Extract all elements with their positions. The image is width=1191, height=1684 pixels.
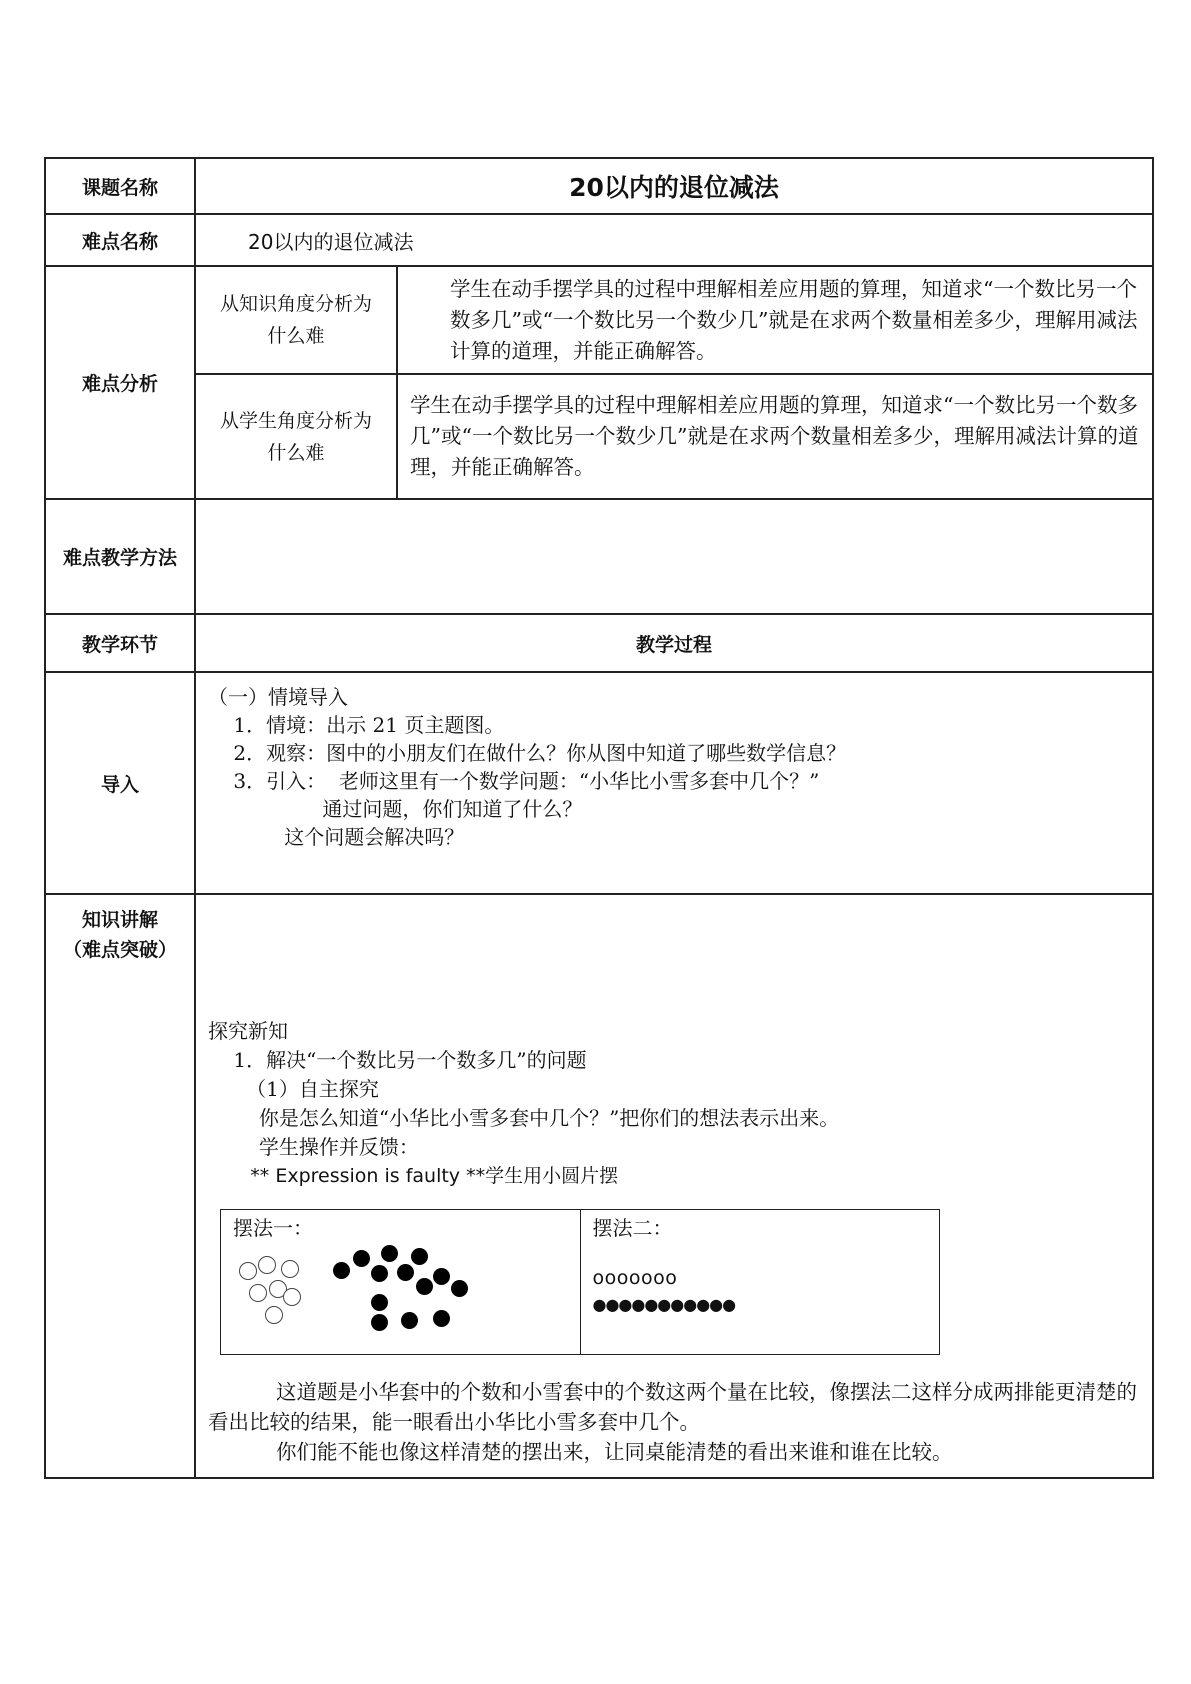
filled-circle (411, 1248, 428, 1265)
teaching-process-label: 教学过程 (195, 614, 1153, 672)
knowledge-line: 1．解决“一个数比另一个数多几”的问题 (208, 1048, 587, 1072)
knowledge-angle-text: 学生在动手摆学具的过程中理解相差应用题的算理，知道求“一个数比另一个数多几”或“一个数比另一个数少几”就是在求两个数量相差多少，理解用减法计算的道理，并能正确解答。 (450, 276, 1138, 363)
student-angle-text: 学生在动手摆学具的过程中理解相差应用题的算理，知道求“一个数比另一个数多几”或“一个数比另一个数少几”就是在求两个数量相差多少，理解用减法计算的道理，并能正确解答。 (410, 393, 1139, 479)
difficulty-analysis-cell (195, 266, 1153, 499)
filled-circle-row: ●●●●●●●●●●● (592, 1295, 736, 1314)
filled-circle (433, 1268, 450, 1285)
student-angle-text-cell (397, 374, 1152, 498)
teaching-method-label: 难点教学方法 (45, 499, 195, 614)
filled-circle (371, 1265, 388, 1282)
open-circle (239, 1262, 257, 1280)
arrangement-diagram (220, 1209, 940, 1355)
difficulty-analysis-label: 难点分析 (45, 266, 195, 499)
filled-circle (333, 1262, 350, 1279)
comparison-paragraph: 这道题是小华套中的个数和小雪套中的个数这两个量在比较，像摆法二这样分成两排能更清楚的看出比较的结果，能一眼看出小华比小雪多套中几个。 (208, 1380, 1137, 1434)
open-circle (249, 1284, 267, 1302)
intro-line: 1．情境：出示 21 页主题图。 (208, 713, 505, 737)
intro-line: 这个问题会解决吗？ (208, 825, 465, 849)
method-two-panel (580, 1210, 940, 1355)
filled-circle (371, 1314, 388, 1331)
intro-line: 2．观察：图中的小朋友们在做什么？你从图中知道了哪些数学信息？ (208, 741, 847, 765)
analysis-subtable (196, 267, 1152, 498)
filled-circle (371, 1294, 388, 1311)
filled-circle (381, 1245, 398, 1262)
intro-line: 通过问题，你们知道了什么？ (208, 797, 583, 821)
course-title: 20以内的退位减法 (195, 158, 1153, 214)
difficulty-name-value: 20以内的退位减法 (195, 214, 1153, 266)
filled-circle (416, 1278, 433, 1295)
open-circle (265, 1306, 283, 1324)
knowledge-angle-text-cell (397, 267, 1152, 374)
student-angle-label: 从学生角度分析为什么难 (196, 374, 397, 498)
lesson-plan-sheet (44, 157, 1154, 1479)
knowledge-line: 学生操作并反馈： (208, 1135, 419, 1159)
knowledge-label: 知识讲解 （难点突破） (45, 894, 195, 1478)
open-circle (281, 1260, 299, 1278)
knowledge-angle-label: 从知识角度分析为什么难 (196, 267, 397, 374)
course-name-label: 课题名称 (45, 158, 195, 214)
method-two-label: 摆法二： (592, 1216, 673, 1240)
filled-circle (401, 1312, 418, 1329)
teaching-stage-label: 教学环节 (45, 614, 195, 672)
knowledge-line: ** Expression is faulty **学生用小圆片摆 (208, 1165, 619, 1187)
filled-circle (451, 1280, 468, 1297)
method-one-label: 摆法一： (233, 1216, 313, 1240)
intro-content (195, 672, 1153, 894)
filled-circle (397, 1264, 414, 1281)
open-circle (283, 1288, 301, 1306)
filled-circle (353, 1250, 370, 1267)
method-one-panel (221, 1210, 581, 1355)
intro-label: 导入 (45, 672, 195, 894)
knowledge-content (195, 894, 1153, 1478)
open-circle-row: ooooooo (592, 1267, 678, 1289)
intro-line: （一）情境导入 (208, 685, 348, 709)
knowledge-line: 你是怎么知道“小华比小雪多套中几个？”把你们的想法表示出来。 (208, 1106, 840, 1130)
knowledge-line: 探究新知 (208, 1019, 288, 1043)
filled-circle (433, 1310, 450, 1327)
lesson-plan-table (44, 157, 1154, 1479)
open-circle (258, 1256, 276, 1274)
teaching-method-value (195, 499, 1153, 614)
comparison-paragraph-2: 你们能不能也像这样清楚的摆出来，让同桌能清楚的看出来谁和谁在比较。 (276, 1440, 953, 1464)
intro-line: 3．引入： 老师这里有一个数学问题：“小华比小雪多套中几个？” (208, 769, 820, 793)
knowledge-line: （1）自主探究 (208, 1077, 379, 1101)
difficulty-name-label: 难点名称 (45, 214, 195, 266)
